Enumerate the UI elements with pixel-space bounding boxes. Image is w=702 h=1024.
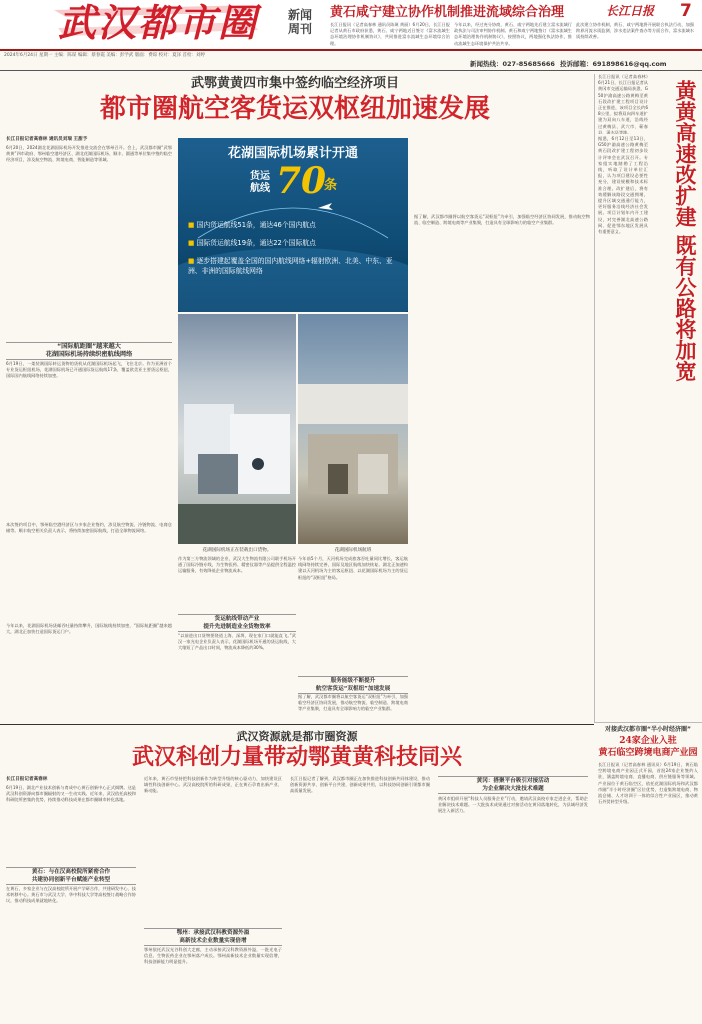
bullet-icon: ■ (188, 257, 197, 265)
bottom-story-rule (0, 724, 594, 725)
dateline: 2024年6月24日 星期一 主编：陈谋 编辑：蔡春霞 美编：彭学武 版面：费琼 校对：夏泽 首检：刘婷 (4, 53, 206, 58)
right-column-divider (594, 74, 595, 722)
main-body-p7: 今年前5个月，天河机场完成旅客吞吐量同比增长，客运航线网络持续完善，国际及地区航线加快恢复。湖北正加速构建以天河机场为主的客运枢纽、以花湖国际机场为主的货运枢纽的“双枢纽”格局。 (298, 556, 408, 580)
infographic (178, 138, 408, 312)
line-1-text: 国内货运航线51条，通达46个国内航点 (196, 221, 316, 229)
main-subhead-2: 货运航线带动产业 提升先进制造业全货物效率 (178, 614, 296, 632)
bottom-kicker: 武汉资源就是都市圈资源 (236, 730, 358, 743)
bottom-body-6: 长江日报记者了解到，武汉都市圈正在加快推进科技创新共同体建设，推动创新资源共享、创新平台共建、创新成果共用，以科技协同创新引领都市圈高质量发展。 (290, 776, 430, 794)
bottom-headline: 武汉科创力量带动鄂黄黄科技同兴 (131, 744, 462, 770)
cargo-number: 70 (276, 160, 327, 202)
photo-cargo-art (178, 314, 296, 544)
line-3-text: 逐步搭建起覆盖全国的国内航线网络+辐射欧洲、北美、中东、亚洲、非洲的国际航线网络 (188, 257, 393, 275)
cargo-unit: 条 (324, 178, 338, 193)
masthead-logo (54, 2, 264, 44)
bottom-body-3: 近年来，黄石市坚持把科技创新作为转型升级的核心驱动力，加快建设区域性科技创新中心。武汉高校院所的科研成果，正在黄石孕育出新产业、新动能。 (144, 776, 282, 794)
photo-cargo-loading (178, 314, 296, 544)
bottom-body-2: 在黄石，多家企业与在汉高校院所开展产学研合作，共建研发中心、技术转移中心。黄石市与武汉大学、华中科技大学等高校签订战略合作协议，推动科技成果就地转化。 (6, 886, 136, 904)
right-headline: 24家企业入驻 黄石临空跨境电商产业园 (598, 736, 698, 758)
bottom-byline: 长江日报记者高春林 (6, 777, 48, 782)
dateline-bottom-rule (0, 70, 702, 71)
right-body: 据悉，6月12日至13日，G50沪渝高速公路黄梅至黄石段改扩建工程初步设计评审会在武汉召开。专家组实地踏勘了工程沿线，听取了设计单位汇报，认为项目建设必要性充分，建设规模和技术标准合理。改扩建后，将有效缓解该路段交通拥堵，提升区域交通通行能力，更好服务沿线经济社会发展。项目计划年内开工建设，对完善湖北高速公路网、促进鄂东地区发展具有重要意义。 (598, 136, 648, 235)
top-article-col3: 此次建立协作机制，黄石、咸宁两地将开展联合执法行动，加强跨界河流水质监测、涉水违法案件查办等方面合作，富水流域水质持续改善。 (576, 22, 694, 40)
infographic-line-1 (188, 220, 398, 230)
right-lower-rule (594, 722, 702, 723)
main-kicker: 武鄂黄黄四市集中签约临空经济项目 (190, 76, 399, 91)
infographic-line-3 (188, 256, 398, 276)
tagline-news: 新闻 (288, 8, 313, 22)
right-kicker: 对接武汉都市圈“半小时经济圈” (605, 726, 691, 733)
bottom-subhead-2: 鄂州：承接武汉科教资源外溢 高新技术企业数量实现倍增 (144, 928, 282, 946)
dateline-rule (0, 49, 702, 51)
main-headline: 都市圈航空客货运双枢纽加速发展 (99, 94, 490, 124)
photo-caption-left: 花湖国际机场正在装载出口货物。 (202, 548, 272, 553)
bottom-body-4: 鄂州依托武汉光谷科创大走廊，主动承接武汉科教资源外溢，一批光电子信息、生物医药企业在鄂州落户成长。鄂州高新技术企业数量实现倍增，科技创新能力明显提升。 (144, 947, 282, 965)
infographic-line-2 (188, 238, 398, 248)
main-body-p4: 今年以来，花湖国际机场货邮吞吐量持续攀升，国际航线持续加密，“国际航距圈”越来越大，湖北正加快打造国际货运门户。 (6, 623, 172, 635)
main-body-p6: “以前进出口货物要绕道上海、深圳，现在家门口就能直飞。”武汉一家光电企业负责人表示，花湖国际机场开通的货运航线，大大缩短了产品出口时间，物流成本降低约30%。 (178, 633, 296, 651)
bullet-icon: ■ (188, 239, 197, 247)
main-body-p2: 6月19日，一架装满国际转运货物的货机从花湖国际机场起飞，飞往北京。作为亚洲首个专业货运枢纽机场，花湖国际机场已开通国际货运航线17条，覆盖欧美亚主要货运枢纽，国际国内航线网络持续加密。 (6, 361, 172, 379)
right-body-2: 长江日报讯（记者高春林 通讯员）6月19日，黄石临空跨境电商产业园正式开园，首批24家企业签约入驻，涵盖跨境电商、直播电商、供应链服务等领域。产业园位于黄石临空区，依托花湖国际机场和武汉都市圈“半小时经济圈”区位优势，打造集跨境电商、物流仓储、人才培训于一体的综合性产业园区，推动黄石外贸转型升级。 (598, 762, 698, 805)
hotline: 新闻热线：027-85685666 (470, 60, 555, 68)
bottom-subhead-1: 黄石：与在汉高校院所紧密合作 共建协同创新平台赋能产业转型 (6, 867, 136, 885)
main-subhead-3: 服务能级不断提升 航空客货运“双枢纽”加速发展 (298, 676, 408, 694)
line-2-text: 国际货运航线19条，通达22个国际航点 (196, 239, 316, 247)
main-body-p8: 据了解，武汉都市圈将以航空客货运“双枢纽”为牵引，加强临空经济区协同发展，推动航空物流、临空制造、跨境电商等产业集聚，打造具有全球影响力的临空产业集群。 (414, 214, 590, 226)
infographic-title: 花湖国际机场累计开通 (227, 146, 358, 161)
main-body-p5: 作为第三方物流领域的企业，武汉大生物流有限公司联手机场开通了国际冷链专线，为生物医药、精密仪器等产品提供全程温控运输服务，有效降低企业物流成本。 (178, 556, 296, 574)
main-body-p3: 本次签约项目中，鄂州临空港经济区与多家企业签约，涉及航空物流、冷链物流、电商仓储等。顺丰航空相关负责人表示，将持续加密国际航线，打造全球物流网络。 (6, 522, 172, 534)
photo-airport-art (298, 314, 408, 544)
photo-caption-right: 花湖国际机场航班 (334, 548, 372, 553)
bottom-subhead-3: 黄冈：搭聚平台吸引对接活动 为企业解决大批技术难题 (438, 776, 588, 794)
main-byline: 长江日报记者高春林 通讯员刘瑞 王甜予 (6, 137, 88, 142)
main-subhead-1: “国际航距圈”越来越大 花湖国际机场持续织密航线网络 (6, 342, 172, 360)
right-lead: 长江日报讯（记者高春林）6月21日，长江日报记者从黄冈市交通运输局获悉，G50沪渝高速公路黄梅至黄石段改扩建工程项目设计正在推进，该项目全长约68公里，拟将双向四车道扩建为双向八车道，沿线经过黄梅县、武穴市、蕲春县、浠水县等地。 (598, 74, 648, 134)
masthead-logo-text: 武汉都市圈 (58, 0, 259, 45)
masthead-tagline (288, 8, 316, 36)
tagline-weekly: 周刊 (288, 22, 313, 36)
photo-airport-flight (298, 314, 408, 544)
bullet-icon: ■ (188, 221, 197, 229)
top-article-col2: 今年以来，经过充分协商，黄石、咸宁两地先后建立富水流域行政执法与司法审判协作机制。黄石和咸宁两地签订《富水流域生态环境治理协作机制协议》，按照协议，两地强化执法协作，推动流域生态环境保护共治共享。 (454, 22, 572, 46)
cargo-label: 货运 航线 (250, 171, 270, 194)
email: 投诉邮箱：691898616@qq.com (560, 60, 667, 68)
bottom-body-5: 黄冈市组织开展“科技人员服务企业”行动，邀请武汉高校专家走进企业，帮助企业解决技术难题。一大批技术成果通过对接活动在黄冈落地转化，为县域经济发展注入新活力。 (438, 796, 588, 814)
page-number: 7 (680, 1, 692, 21)
main-body-p1: 6月20日，2024湖北花湖国际机场开发推进交流会在鄂州召开。会上，武汉都市圈“武鄂黄黄”四市政府、鄂州临空港经济区、湖北花湖国际机场、顺丰、圆通等单位集中签约临空经济项目，涉及航空物流、跨境电商、智能制造等领域。 (6, 145, 172, 163)
vertical-headline: 黄黄高速改扩建 既有公路将加宽 (673, 80, 698, 382)
top-headline: 黄石咸宁建立协作机制推进流域综合治理 (330, 5, 565, 20)
paper-logo: 长江日报 (606, 4, 655, 18)
main-body-p8-cont: 据了解，武汉都市圈将以航空客货运“双枢纽”为牵引，加强临空经济区协同发展，推动航空物流、临空制造、跨境电商等产业集聚，打造具有全球影响力的临空产业集群。 (298, 694, 408, 712)
top-article-col1: 长江日报讯（记者高春林 通讯员陈瑛 黄丽）6月20日，长江日报记者从黄石市政府获悉，黄石、咸宁两地近日签订《富水流域生态环境治理协作机制协议》，共同推进富水流域生态环境综合治理。 (330, 22, 450, 46)
bottom-body-1: 6月19日，湖北产业技术创新与育成中心黄石创新中心正式揭牌。这是武汉科创资源向都市圈辐射的又一生动实践。近年来，武汉依托高校和科研院所密集的优势，持续推动科技成果在都市圈城市转化落地。 (6, 785, 136, 803)
